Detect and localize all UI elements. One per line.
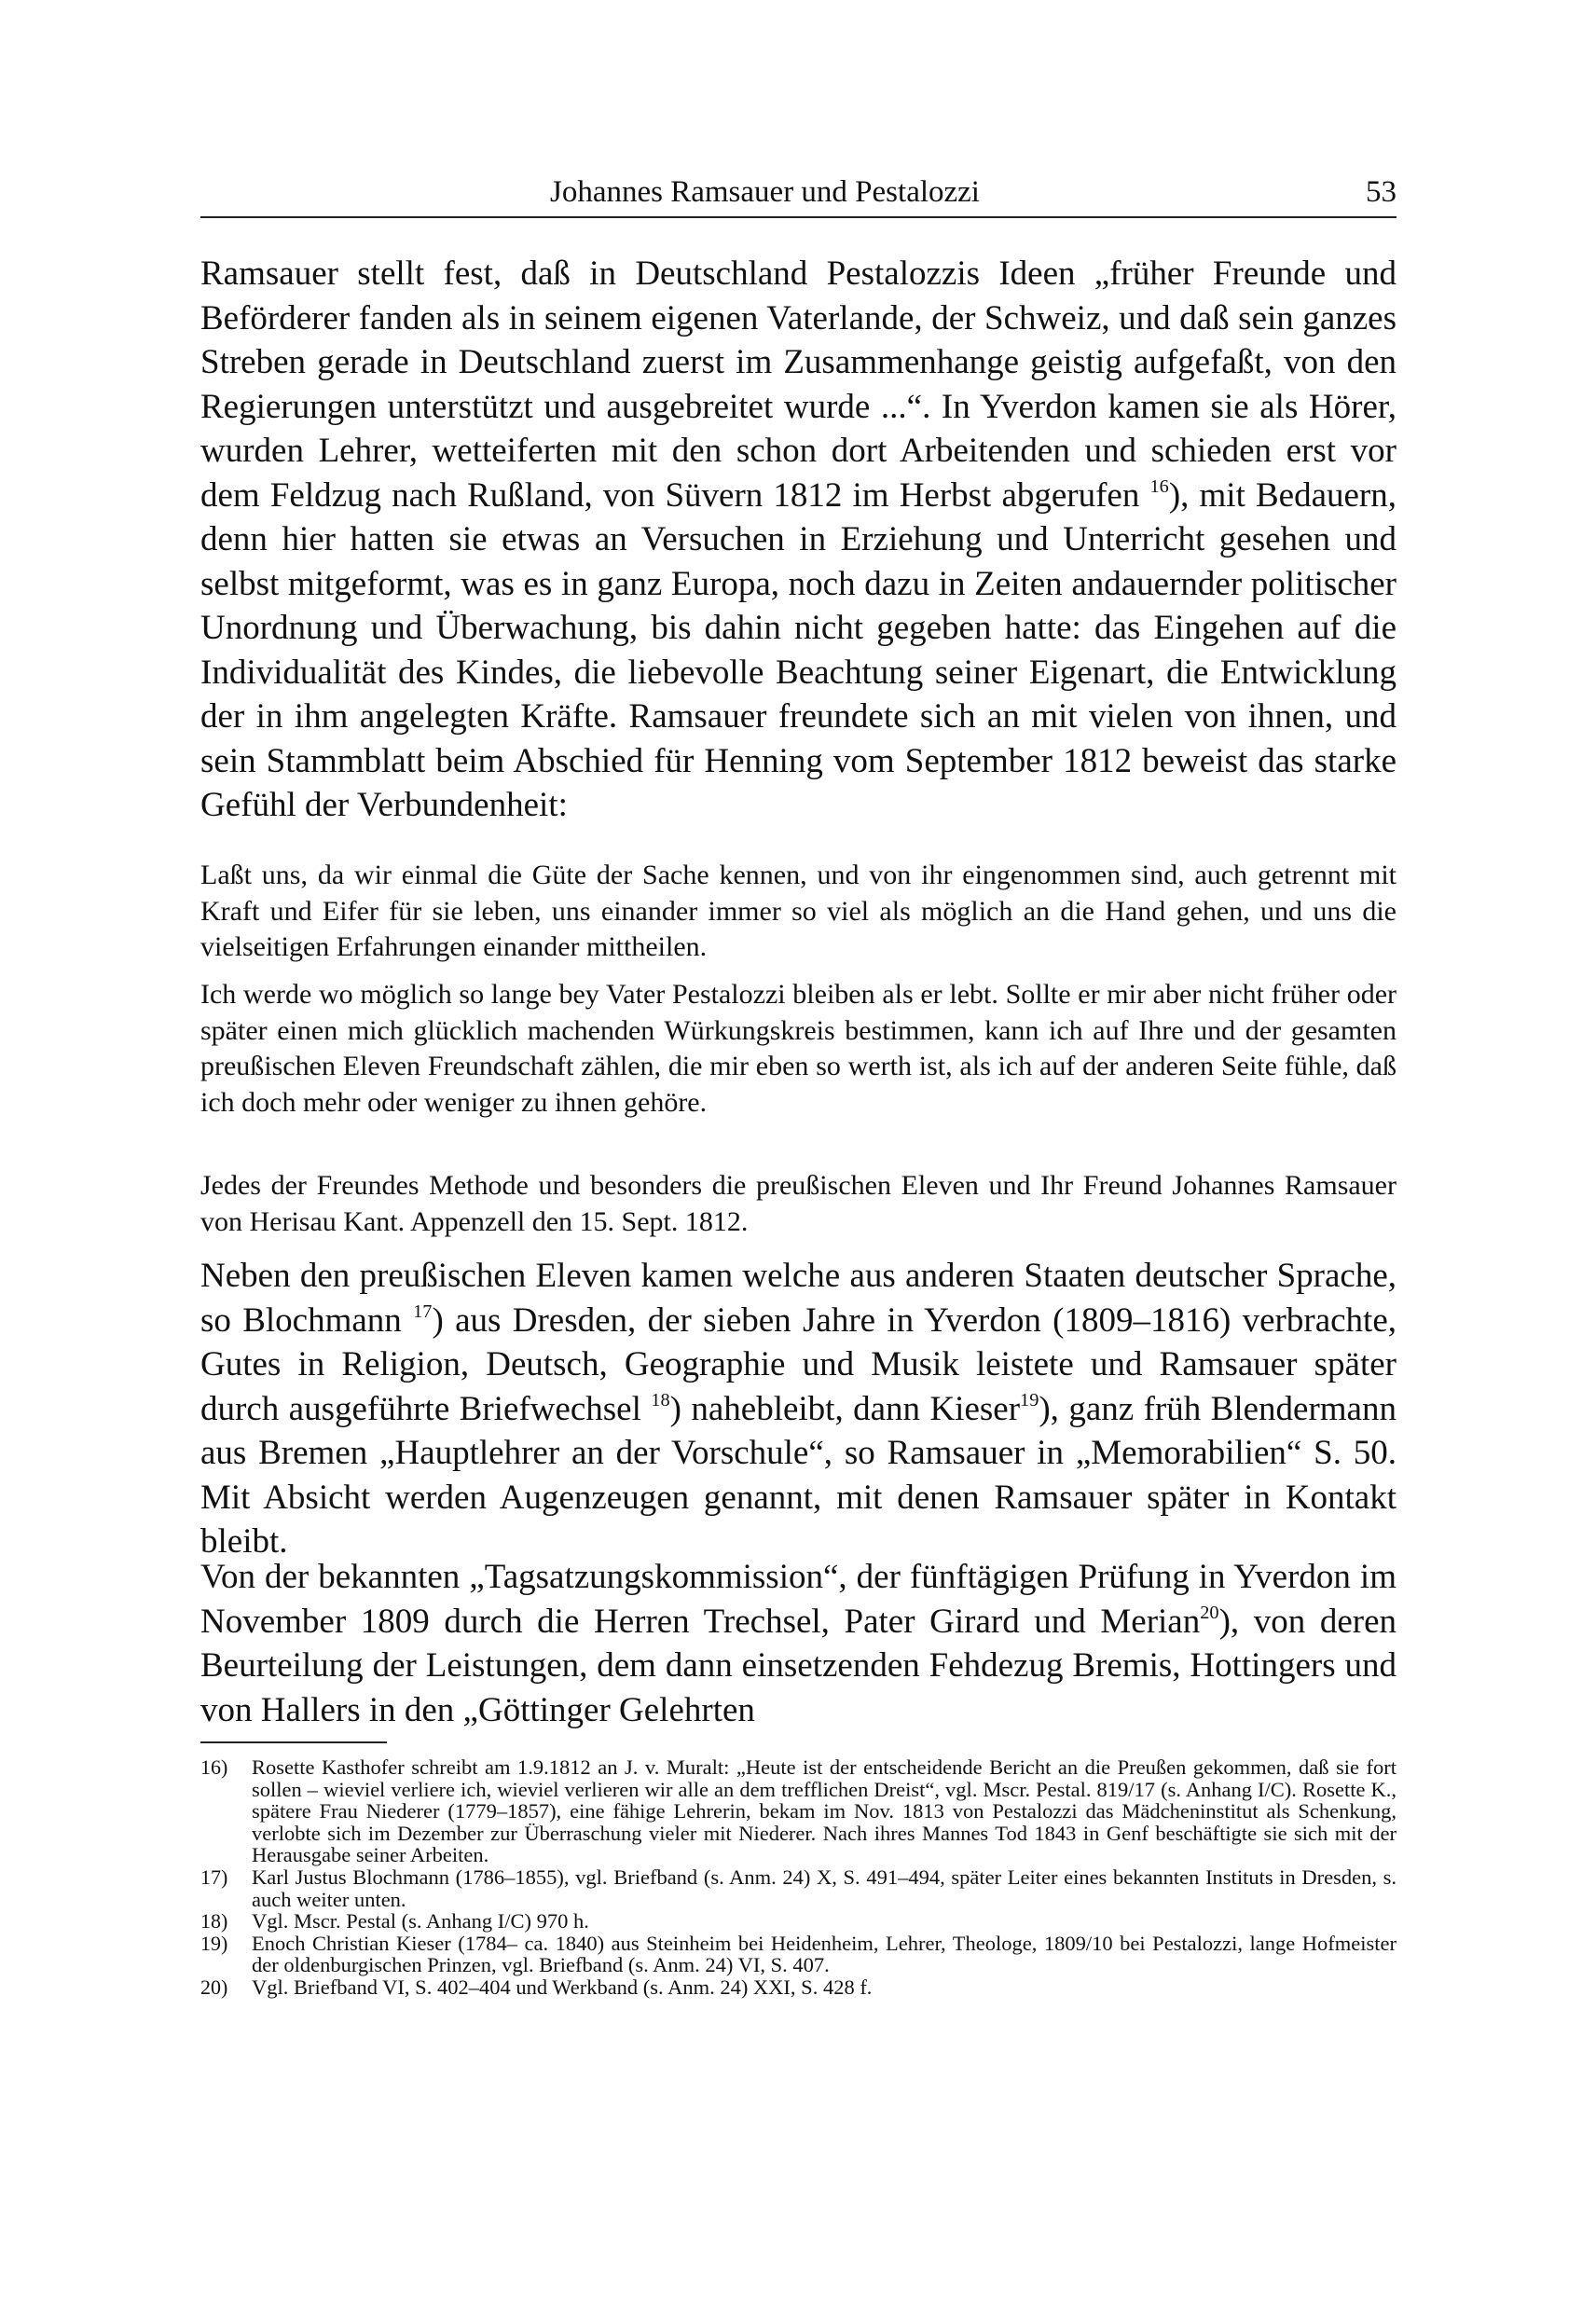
running-title: Johannes Ramsauer und Pestalozzi [550,175,980,209]
page-number: 53 [1366,175,1396,209]
footnote-reference: 19 [1020,1389,1039,1411]
paragraph-text: ), ganz früh Blendermann aus Bremen „Hauptlehrer an der Vorschule“, so Ramsauer in „Memorabilien“ S. 50. Mit Absicht werden Augenzeugen genannt, mit denen Ramsauer später in Kontakt bleibt. [200,1389,1396,1561]
footnote-reference: 16 [1149,475,1169,497]
footnote-text: Enoch Christian Kieser (1784– ca. 1840) aus Steinheim bei Heidenheim, Lehrer, Theologe, 1809/10 bei Pestalozzi, lange Hofmeister der oldenburgischen Prinzen, vgl. Briefband (s. Anm. 24) VI, S. 407. [252,1931,1396,1977]
body-paragraph-1 [200,252,1396,828]
footnote-text: Rosette Kasthofer schreibt am 1.9.1812 an J. v. Muralt: „Heute ist der entscheidende Bericht an die Preußen gekommen, daß sie fort sollen – wieviel verliere ich, wieviel verlieren wir alle an dem trefflichen Dreist“, vgl. Mscr. Pestal. 819/17 (s. Anhang I/C). Rosette K., spätere Frau Niederer (1779–1857), eine fähige Lehrerin, bekam im Nov. 1813 von Pestalozzi das Mädcheninstitut als Schenkung, verlobte sich im Dezember zur Überraschung vieler mit Niederer. Nach ihres Mannes Tod 1843 in Genf beschäftigte sie sich mit der Herausgabe seiner Arbeiten. [252,1755,1396,1867]
quote-paragraph-2: Ich werde wo möglich so lange bey Vater Pestalozzi bleiben als er lebt. Sollte er mir aber nicht früher oder später einen mich glücklich machenden Würkungskreis bestimmen, kann ich auf Ihre und der gesamten preußischen Eleven Freundschaft zählen, die mir eben so werth ist, als ich auf der anderen Seite fühle, daß ich doch mehr oder weniger zu ihnen gehöre. [200,979,1396,1118]
footnote-18 [200,1910,1396,1933]
paragraph-text: ), mit Bedauern, denn hier hatten sie etwas an Versuchen in Erziehung und Unterricht gesehen und selbst mitgeformt, was es in ganz Europa, noch dazu in Zeiten andauernder politischer Unordnung und Überwachung, bis dahin nicht gegeben hatte: das Eingehen auf die Individualität des Kindes, die liebevolle Beachtung seiner Eigenart, die Entwicklung der in ihm angelegten Kräfte. Ramsauer freundete sich an mit vielen von ihnen, und sein Stammblatt beim Abschied für Henning vom September 1812 beweist das starke Gefühl der Verbundenheit: [200,475,1396,824]
paragraph-text: Neben den preußischen Eleven kamen welche aus anderen Staaten deutscher Sprache, so Blochmann [200,1257,1396,1340]
footnote-mark: 18) [200,1909,228,1934]
body-paragraph-2 [200,1254,1396,1564]
quote-paragraph-3: Jedes der Freundes Methode und besonders die preußischen Eleven und Ihr Freund Johannes Ramsauer von Herisau Kant. Appenzell den 15. Sept. 1812. [200,1170,1396,1237]
footnote-reference: 20 [1200,1602,1219,1623]
footnote-17 [200,1866,1396,1910]
running-header [200,175,1396,218]
footnote-20 [200,1976,1396,1999]
footnote-mark: 20) [200,1975,228,1999]
footnote-mark: 17) [200,1865,228,1889]
footnote-19 [200,1933,1396,1976]
footnote-16 [200,1756,1396,1866]
body-paragraph-3 [200,1555,1396,1732]
footnotes [200,1756,1396,1999]
footnote-reference: 17 [413,1300,433,1322]
paragraph-text: ), von deren Beurteilung der Leistungen, dem dann einsetzenden Fehdezug Bremis, Hottingers und von Hallers in den „Göttinger Gelehrten [200,1602,1396,1729]
footnote-text: Karl Justus Blochmann (1786–1855), vgl. Briefband (s. Anm. 24) X, S. 491–494, später Leiter eines bekannten Instituts in Dresden, s. auch weiter unten. [252,1865,1396,1911]
footnote-reference: 18 [651,1389,670,1411]
footnote-text: Vgl. Mscr. Pestal (s. Anhang I/C) 970 h. [252,1909,589,1934]
paragraph-text: Ramsauer stellt fest, daß in Deutschland Pestalozzis Ideen „früher Freunde und Beförderer fanden als in seinem eigenen Vaterlande, der Schweiz, und daß sein ganzes Streben gerade in Deutschland zuerst im Zusammenhange geistig aufgefaßt, von den Regierungen unterstützt und ausgebreitet wurde ...“. In Yverdon kamen sie als Hörer, wurden Lehrer, wetteiferten mit den schon dort Arbeitenden und schieden erst vor dem Feldzug nach Rußland, von Süvern 1812 im Herbst abgerufen [200,255,1396,515]
footnote-text: Vgl. Briefband VI, S. 402–404 und Werkband (s. Anm. 24) XXI, S. 428 f. [252,1975,873,1999]
footnote-mark: 16) [200,1755,228,1779]
quote-paragraph-1: Laßt uns, da wir einmal die Güte der Sache kennen, und von ihr eingenommen sind, auch getrennt mit Kraft und Eifer für sie leben, uns einander immer so viel als möglich an die Hand gehen, und uns die vielseitigen Erfahrungen einander mittheilen. [200,860,1396,962]
footnote-separator [200,1741,387,1743]
paragraph-text: Von der bekannten „Tagsatzungskommission“, der fünftägigen Prüfung in Yverdon im November 1809 durch die Herren Trechsel, Pater Girard und Merian [200,1558,1396,1641]
paragraph-text: ) nahebleibt, dann Kieser [669,1389,1021,1428]
paragraph-text: ) aus Dresden, der sieben Jahre in Yverdon (1809–1816) verbrachte, Gutes in Religion, Deutsch, Geographie und Musik leistete und Ramsauer später durch ausgeführte Briefwechsel [200,1300,1397,1428]
footnote-mark: 19) [200,1931,228,1955]
